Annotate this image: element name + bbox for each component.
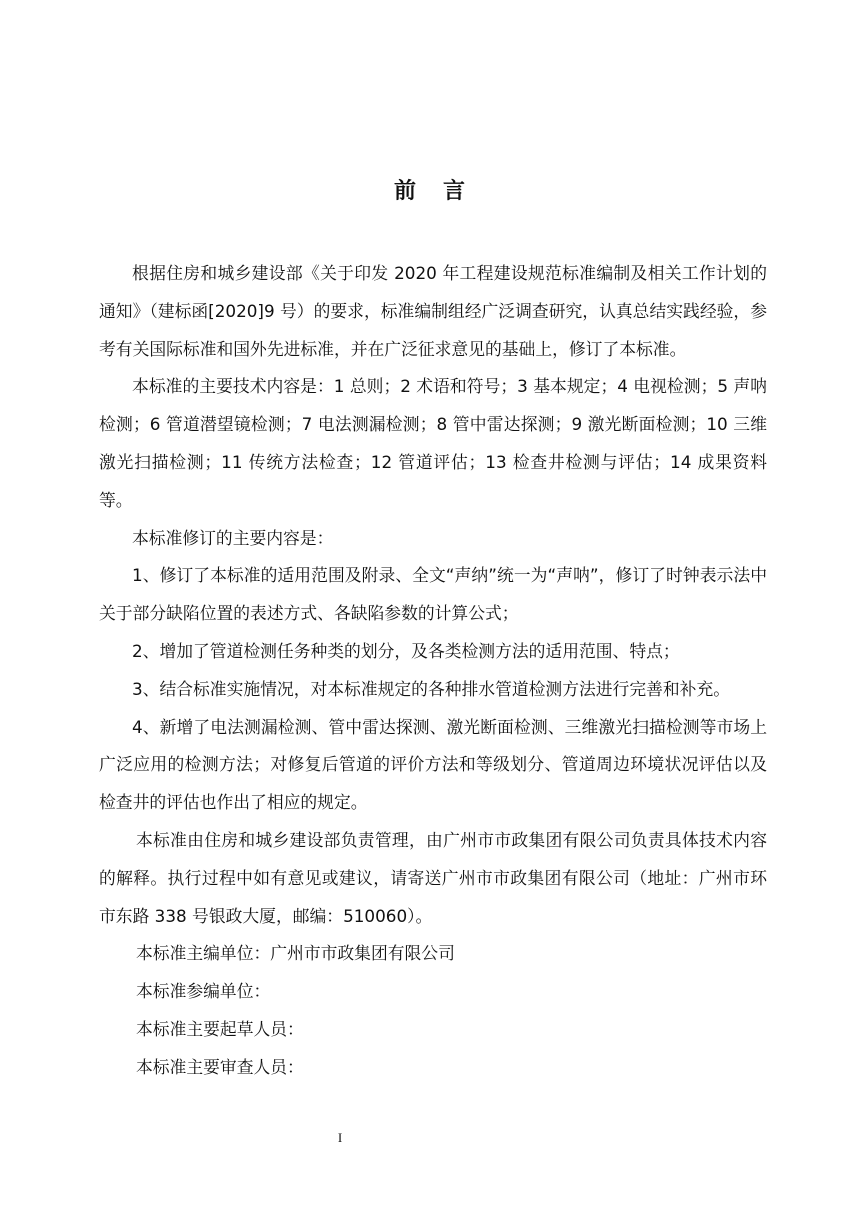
paragraph-reviewers: 本标准主要审查人员：: [136, 1056, 304, 1077]
paragraph-participating-units: 本标准参编单位：: [136, 981, 271, 1002]
paragraph-revision-item-1: 1、修订了本标准的适用范围及附录、全文“声纳”统一为“声呐”，修订了时钟表示法中关于部分缺陷位置的表述方式、各缺陷参数的计算公式；: [99, 565, 767, 624]
paragraph-background: 根据住房和城乡建设部《关于印发 2020 年工程建设规范标准编制及相关工作计划的通知》（建标函[2020]9 号）的要求，标准编制组经广泛调查研究，认真总结实践经验，参考有关国际标准和国外先进标准，并在广泛征求意见的基础上，修订了本标准。: [99, 263, 767, 359]
paragraph-revision-item-3: 3、结合标准实施情况，对本标准规定的各种排水管道检测方法进行完善和补充。: [132, 678, 731, 699]
title-char-1: 前: [393, 179, 417, 204]
paragraph-management: 本标准由住房和城乡建设部负责管理，由广州市市政集团有限公司负责具体技术内容的解释。执行过程中如有意见或建议，请寄送广州市市政集团有限公司（地址：广州市环市东路 338 号银政大厦，邮编：510060）。: [99, 829, 767, 926]
paragraph-technical-content: 本标准的主要技术内容是：1 总则；2 术语和符号；3 基本规定；4 电视检测；5 声呐检测；6 管道潜望镜检测；7 电法测漏检测；8 管中雷达探测；9 激光断面检测；10 三维激光扫描检测；11 传统方法检查；12 管道评估；13 检查井检测与评估；14 成果资料等。: [99, 376, 767, 510]
paragraph-drafters: 本标准主要起草人员：: [136, 1018, 304, 1039]
page-number: I: [337, 1130, 343, 1145]
title-char-2: 言: [443, 179, 467, 204]
paragraph-revision-item-2: 2、增加了管道检测任务种类的划分，及各类检测方法的适用范围、特点；: [132, 640, 680, 661]
paragraph-revision-intro: 本标准修订的主要内容是：: [132, 527, 334, 548]
paragraph-chief-editor-unit: 本标准主编单位：广州市市政集团有限公司: [136, 943, 455, 964]
page-title: [0, 174, 860, 205]
preface-body: [99, 255, 767, 1087]
paragraph-revision-item-4: 4、新增了电法测漏检测、管中雷达探测、激光断面检测、三维激光扫描检测等市场上广泛应用的检测方法；对修复后管道的评价方法和等级划分、管道周边环境状况评估以及检查井的评估也作出了相应的规定。: [99, 716, 767, 813]
